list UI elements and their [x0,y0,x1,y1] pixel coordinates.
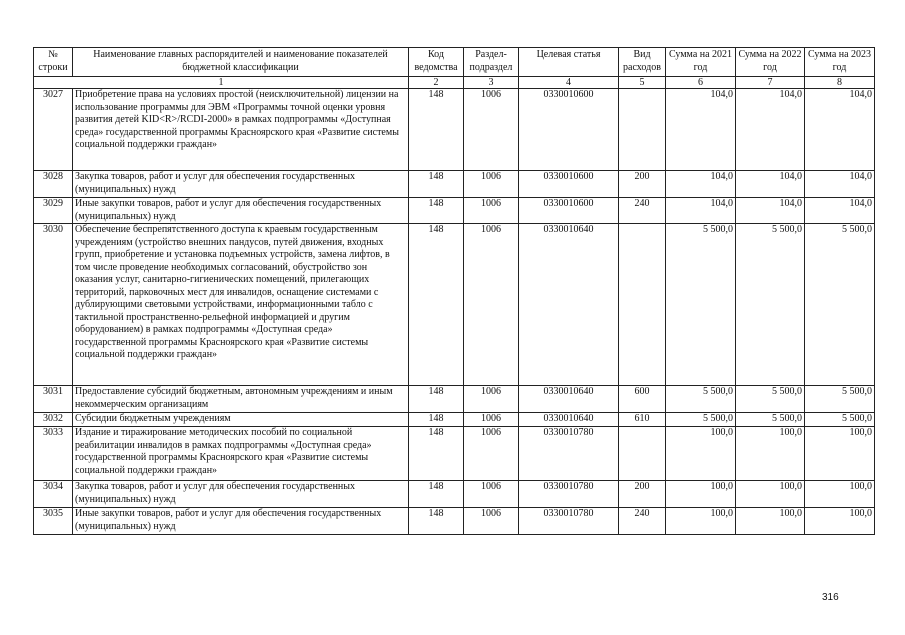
row-expense-type: 610 [619,413,666,427]
column-number-3: 3 [464,77,519,89]
column-number-4: 4 [519,77,619,89]
row-sum-2021: 104,0 [666,198,736,224]
row-sum-2023: 100,0 [805,481,875,508]
header-sum-2023: Сумма на 2023 год [805,48,875,77]
row-expense-type [619,89,666,171]
row-expense-type: 240 [619,198,666,224]
row-section: 1006 [464,171,519,198]
row-section: 1006 [464,508,519,535]
column-number-5: 5 [619,77,666,89]
row-section: 1006 [464,386,519,413]
row-target-item: 0330010780 [519,427,619,481]
row-sum-2021: 5 500,0 [666,386,736,413]
row-sum-2022: 100,0 [736,481,805,508]
row-dept-code: 148 [409,224,464,386]
row-target-item: 0330010640 [519,224,619,386]
row-number: 3033 [34,427,73,481]
table-row [34,224,875,386]
row-sum-2022: 104,0 [736,89,805,171]
row-sum-2022: 104,0 [736,198,805,224]
row-section: 1006 [464,89,519,171]
row-number: 3030 [34,224,73,386]
row-expense-type: 200 [619,171,666,198]
row-dept-code: 148 [409,427,464,481]
column-number-6: 6 [666,77,736,89]
row-dept-code: 148 [409,386,464,413]
table-row [34,413,875,427]
row-sum-2022: 5 500,0 [736,224,805,386]
row-name: Приобретение права на условиях простой (неисключительной) лицензии на использование программы для ЭВМ «Программы точной оценки уровня развития детей KID<R>/RCDI-2000» в рамках подпрограммы «Доступная среда» государственной программы Красноярского края «Развитие системы социальной поддержки граждан» [73,89,409,171]
header-row-number: № строки [34,48,73,77]
row-number: 3035 [34,508,73,535]
column-number-7: 7 [736,77,805,89]
header-expense-type: Вид расходов [619,48,666,77]
row-dept-code: 148 [409,198,464,224]
header-sum-2022: Сумма на 2022 год [736,48,805,77]
page-number: 316 [822,592,839,603]
row-number: 3028 [34,171,73,198]
row-sum-2022: 100,0 [736,508,805,535]
row-number: 3027 [34,89,73,171]
table-row [34,481,875,508]
header-target-item: Целевая статья [519,48,619,77]
row-sum-2023: 104,0 [805,171,875,198]
row-section: 1006 [464,198,519,224]
row-target-item: 0330010640 [519,413,619,427]
column-number-8: 8 [805,77,875,89]
row-target-item: 0330010640 [519,386,619,413]
row-expense-type [619,427,666,481]
row-dept-code: 148 [409,89,464,171]
row-sum-2023: 5 500,0 [805,413,875,427]
row-expense-type: 200 [619,481,666,508]
row-target-item: 0330010600 [519,198,619,224]
row-sum-2023: 104,0 [805,198,875,224]
row-name: Иные закупки товаров, работ и услуг для обеспечения государственных (муниципальных) нужд [73,198,409,224]
row-sum-2021: 5 500,0 [666,413,736,427]
table-row [34,89,875,171]
header-sum-2021: Сумма на 2021 год [666,48,736,77]
row-sum-2022: 104,0 [736,171,805,198]
row-dept-code: 148 [409,171,464,198]
row-name: Издание и тиражирование методических пособий по социальной реабилитации инвалидов в рамках подпрограммы «Доступная среда» государственной программы Красноярского края «Развитие системы социальной поддержки граждан» [73,427,409,481]
row-target-item: 0330010600 [519,89,619,171]
row-sum-2023: 104,0 [805,89,875,171]
column-number-2: 2 [409,77,464,89]
row-sum-2022: 100,0 [736,427,805,481]
row-target-item: 0330010780 [519,481,619,508]
row-number: 3029 [34,198,73,224]
row-sum-2021: 5 500,0 [666,224,736,386]
row-section: 1006 [464,413,519,427]
row-name: Закупка товаров, работ и услуг для обеспечения государственных (муниципальных) нужд [73,171,409,198]
row-section: 1006 [464,224,519,386]
row-sum-2022: 5 500,0 [736,386,805,413]
row-name: Субсидии бюджетным учреждениям [73,413,409,427]
row-number: 3032 [34,413,73,427]
row-name: Иные закупки товаров, работ и услуг для обеспечения государственных (муниципальных) нужд [73,508,409,535]
header-row [34,48,875,77]
row-sum-2023: 5 500,0 [805,386,875,413]
row-sum-2021: 100,0 [666,427,736,481]
budget-table [33,47,875,535]
table-row [34,171,875,198]
row-sum-2022: 5 500,0 [736,413,805,427]
row-name: Закупка товаров, работ и услуг для обеспечения государственных (муниципальных) нужд [73,481,409,508]
row-sum-2023: 100,0 [805,508,875,535]
header-section: Раздел-подраздел [464,48,519,77]
header-name: Наименование главных распорядителей и наименование показателей бюджетной классификации [73,48,409,77]
row-number: 3034 [34,481,73,508]
row-sum-2021: 104,0 [666,89,736,171]
column-number-1: 1 [34,77,409,89]
row-expense-type: 240 [619,508,666,535]
row-sum-2023: 5 500,0 [805,224,875,386]
row-section: 1006 [464,427,519,481]
row-sum-2021: 100,0 [666,508,736,535]
column-number-row [34,77,875,89]
row-target-item: 0330010600 [519,171,619,198]
row-name: Предоставление субсидий бюджетным, автономным учреждениям и иным некоммерческим организациям [73,386,409,413]
row-name: Обеспечение беспрепятственного доступа к краевым государственным учреждениям (устройство внешних пандусов, путей движения, входных групп, приобретение и установка подъемных устройств, замена лифтов, в том числе проведение необходимых согласований, обустройство зон оказания услуг, санитарно-гигиенических помещений, прилегающих территорий, парковочных мест для инвалидов, оснащение системами с дублирующими световыми устройствами, информационными табло с тактильной пространственно-рельефной информацией и другим оборудованием) в рамках подпрограммы «Доступная среда» государственной программы Красноярского края «Развитие системы социальной поддержки граждан» [73,224,409,386]
row-sum-2021: 100,0 [666,481,736,508]
table-row [34,198,875,224]
table-row [34,427,875,481]
row-expense-type: 600 [619,386,666,413]
table-row [34,386,875,413]
table-row [34,508,875,535]
row-target-item: 0330010780 [519,508,619,535]
row-sum-2021: 104,0 [666,171,736,198]
row-dept-code: 148 [409,481,464,508]
row-expense-type [619,224,666,386]
row-section: 1006 [464,481,519,508]
row-number: 3031 [34,386,73,413]
header-dept-code: Код ведомства [409,48,464,77]
row-dept-code: 148 [409,413,464,427]
row-sum-2023: 100,0 [805,427,875,481]
row-dept-code: 148 [409,508,464,535]
